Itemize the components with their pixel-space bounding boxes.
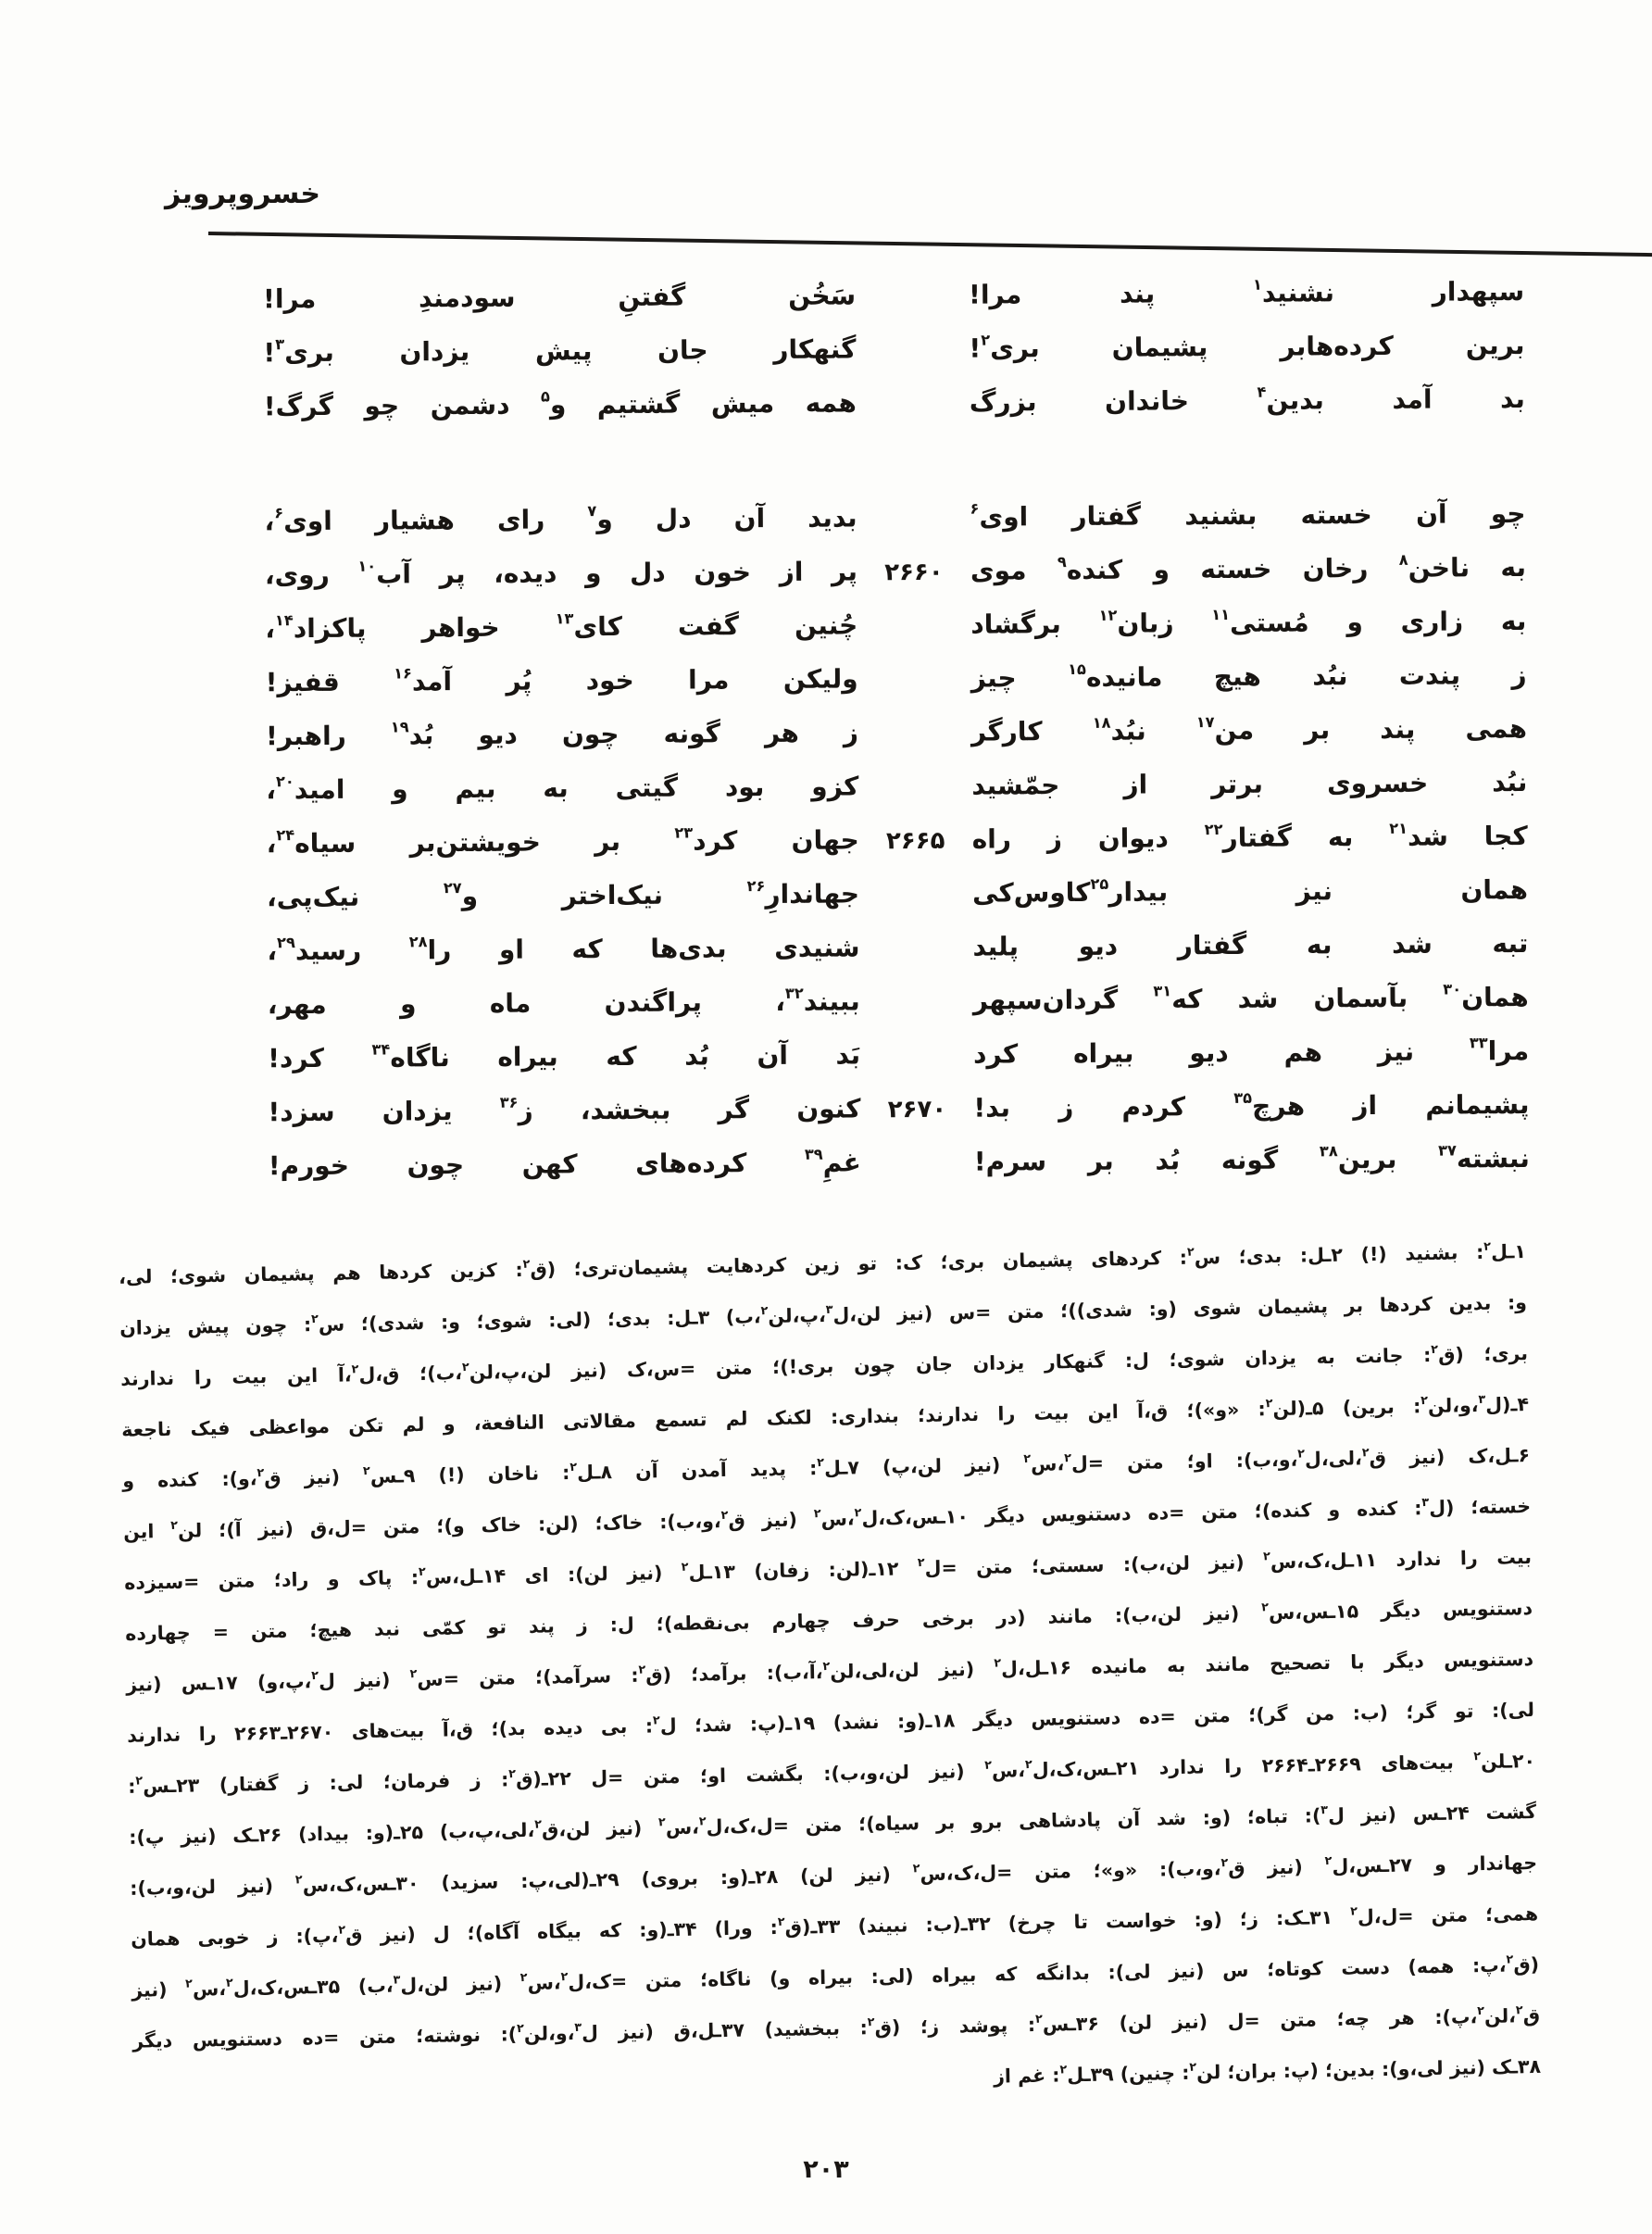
verse-row bbox=[144, 982, 1529, 1044]
verse-number bbox=[858, 795, 971, 796]
apparatus-footnotes bbox=[119, 1226, 1542, 2118]
verse-row bbox=[139, 330, 1524, 392]
verse-number bbox=[858, 687, 971, 688]
footnote-line: خسته؛ (ل$^۳$: کنده و کنده)؛ متن =ده دستنویس دیگر ۱۰ـس،ک،ل$^۲$،س$^۲$ (نیز ق$^۲$،و،ب): خاک؛ (لن: خاک و)؛ متن =ل،ق (نیز آ)؛ لن$^۲$ این bbox=[123, 1494, 1532, 1543]
verse-number: ۲۶۶۵ bbox=[885, 826, 945, 856]
hemistich-right: به زاری و مُستی$^{۱۱}$ زبان$^{۱۲}$ برگشاد bbox=[970, 605, 1527, 640]
verse-row bbox=[144, 1035, 1529, 1098]
hemistich-right: برین کرده‌هابر پشیمان بری$^۲$! bbox=[969, 329, 1525, 364]
hemistich-left: گنهکار جان پیش یزدان بری$^۳$! bbox=[263, 333, 857, 369]
hemistich-right: نبُد خسروی برتر از جمّشید bbox=[971, 766, 1528, 801]
header-rule bbox=[208, 232, 1652, 257]
footnote-line: و: بدین کردها بر پشیمان شوی (و: شدی))؛ متن =س (نیز لن،ل$^۳$،پ،لن$^۲$،ب) ۳ـل: بدی؛ (لی: شوی؛ و: شدی)؛ س$^۲$: چون پیش یزدان bbox=[119, 1291, 1528, 1339]
verse-number bbox=[860, 1063, 973, 1064]
verse-number: ۲۶۶۰ bbox=[884, 558, 944, 587]
hemistich-left: همه میش گشتیم و$^۵$ دشمن چو گرگ! bbox=[263, 387, 857, 422]
verse-row bbox=[140, 383, 1525, 446]
hemistich-left: جهان کرد$^{۲۳}$ بر خویشتن‌بر سیاه$^{۲۴}$، bbox=[266, 823, 859, 860]
hemistich-right: همان$^{۳۰}$ بآسمان شد که$^{۳۱}$ گردان‌سپهر bbox=[972, 980, 1529, 1016]
hemistich-left: چُنین گفت کای$^{۱۳}$ خواهر پاکزاد$^{۱۴}$، bbox=[265, 609, 858, 645]
verse-row bbox=[140, 498, 1525, 560]
page-number: ۲۰۳ bbox=[803, 2155, 849, 2184]
footnote-line: (ق$^۲$،پ: همه) دست کوتاه؛ س (نیز لی): بدانگه که بیراه (لی: بیراه و) ناگاه؛ متن =ک،ل$^۲$،س$^۲$ (نیز لن،ل$^۳$،ب) ۳۵ـس،ک،ل$^۲$،س$^۲$ (نیز bbox=[131, 1952, 1540, 2002]
hemistich-left: سَخُن گفتنِ سودمندِ مرا! bbox=[263, 280, 857, 315]
hemistich-left: شنیدی بدی‌ها که او را$^{۲۸}$ رسید$^{۲۹}$، bbox=[267, 932, 860, 967]
verse-row bbox=[143, 928, 1528, 990]
footnote-line: جهاندار و ۲۷ـس،ل$^۲$ (نیز ق$^۲$،و،ب): «و»؛ متن =ل،ک،س$^۲$ (نیز لن) ۲۸ـ(و: بروی) ۲۹ـ(لی،پ: سزید) ۳۰ـس،ک،س$^۲$ (نیز لن،و،ب): bbox=[130, 1851, 1538, 1900]
verse-row bbox=[141, 606, 1526, 668]
verse-number bbox=[857, 411, 970, 412]
footnote-line: ق$^۲$،لن$^۲$،پ): هر چه؛ متن =ل (نیز لن) ۳۶ـس$^۲$: پوشد ز؛ (ق$^۲$: ببخشید) ۳۷ـل،ق (نیز ل$^۳$،و،لن$^۲$): نوشته؛ متن =ده دستنویس دیگر bbox=[132, 2002, 1541, 2052]
hemistich-right: همان نیز بیدار$^{۲۵}$کاوس‌کی bbox=[971, 873, 1529, 909]
hemistich-right: نبشته$^{۳۷}$ برین$^{۳۸}$ گونه بُد بر سرم! bbox=[973, 1141, 1530, 1177]
verse-number: ۲۶۷۰ bbox=[887, 1095, 947, 1124]
hemistich-left: کنون گر ببخشد، ز$^{۳۶}$ یزدان سزد! bbox=[268, 1093, 861, 1128]
verse-row bbox=[144, 1143, 1530, 1205]
verse-row bbox=[142, 767, 1527, 829]
verse-row bbox=[141, 552, 1526, 614]
footnote-line: لی): تو گر؛ (ب: من گر)؛ متن =ده دستنویس دیگر ۱۸ـ(و: نشد) ۱۹ـ(پ: شد؛ ل$^۲$: بی دیده بد)؛ ق،آ بیت‌های ۲۶۷۰ـ۲۶۶۳ را ندارند bbox=[127, 1698, 1535, 1747]
verse-number bbox=[859, 956, 972, 957]
verse-number bbox=[859, 902, 972, 903]
footnote-line: دستنویس دیگر با تصحیح مانند به مانیده ۱۶ـل،ل$^۲$ (نیز لن،لی،لن$^۲$،آ،ب): برآمد؛ (ق$^۲$: سرآمد)؛ متن =س$^۲$ (نیز ل$^۲$،پ،و) ۱۷ـس (نیز bbox=[126, 1648, 1534, 1696]
page-title: خسروپرویز bbox=[165, 178, 320, 210]
poem bbox=[139, 276, 1530, 1205]
hemistich-left: بَد آن بُد که بیراه ناگاه$^{۳۴}$ کرد! bbox=[268, 1039, 861, 1074]
hemistich-right: بد آمد بدین$^۴$ خاندان بزرگ bbox=[969, 383, 1525, 418]
verse-row bbox=[142, 659, 1527, 722]
footnote-line: ۳۸ـک (نیز لی،و): بدین؛ (پ: بران؛ لن$^۲$: چنین) ۳۹ـل$^۲$: غم از bbox=[993, 2054, 1542, 2088]
verse-number bbox=[857, 526, 970, 527]
hemistich-left: پر از خون دل و دیده، پر آب$^{۱۰}$ روی، bbox=[264, 556, 858, 591]
hemistich-left: کزو بود گیتی به بیم و امید$^{۲۰}$، bbox=[266, 771, 859, 806]
hemistich-right: چو آن خسته بشنید گفتار اوی$^۶$ bbox=[970, 497, 1526, 533]
hemistich-left: ولیکن مرا خود پُر آمد$^{۱۶}$ قفیز! bbox=[265, 663, 858, 698]
verse-row bbox=[143, 821, 1528, 883]
verse-number bbox=[858, 741, 971, 742]
hemistich-left: ببیند$^{۳۲}$، پراگندن ماه و مهر، bbox=[267, 985, 860, 1021]
hemistich-right: پشیمانم از هرچ$^{۳۵}$ کردم ز بد! bbox=[973, 1088, 1530, 1123]
footnote-line: همی؛ متن =ل،ل$^۲$ ۳۱ـک: ز؛ (و: خواست تا چرخ) ۳۲ـ(ب: نبیند) ۳۳ـ(ق$^۲$: ورا) ۳۴ـ(و: که بیگاه آگاه)؛ ل (نیز ق$^۲$،پ): ز خوبی همان bbox=[131, 1901, 1539, 1951]
footnote-line: ۶ـل،ک (نیز ق$^۲$،لی،ل$^۲$،و،ب): او؛ متن =ل$^۲$،س$^۲$ (نیز لن،پ) ۷ـل$^۲$: پدید آمدن آن ۸ـل$^۲$: ناخان (!) ۹ـس$^۲$ (نیز ق$^۲$،و): کنده و bbox=[121, 1444, 1531, 1492]
footnote-line: ۴ـ(ل$^۳$،و،لن$^۲$: برین) ۵ـ(لن$^۲$: «و»)؛ ق،آ این بیت را ندارند؛ بنداری: لکنک لم تسمع مقالاتی النافعة، و لم تکن مواعظی فیک ناجعة bbox=[120, 1391, 1530, 1441]
hemistich-right: مرا$^{۳۳}$ نیز هم دیو بیراه کرد bbox=[973, 1034, 1530, 1070]
verse-row bbox=[142, 713, 1527, 775]
footnote-line: بیت را ندارد ۱۱ـل،ک،س$^۲$ (نیز لن،ب): سستی؛ متن =ل$^۲$ ۱۲ـ(لن: زفان) ۱۳ـل$^۲$ (نیز لن): ای ۱۴ـل،س$^۲$: پاک و راد؛ متن =سیزده bbox=[124, 1546, 1533, 1594]
footnote-line: گشت ۲۴ـس (نیز ل$^۳$): تباه؛ (و: شد آن پادشاهی برو بر سیاه)؛ متن =ل،ک،ل$^۲$،س$^۲$ (نیز لن،ق$^۲$،لی،پ،ب) ۲۵ـ(و: بیداد) ۲۶ـک (نیز پ): bbox=[129, 1800, 1537, 1849]
verse-number bbox=[856, 304, 969, 305]
hemistich-right: تبه شد به گفتار دیو پلید bbox=[972, 927, 1529, 962]
footnote-line: ۱ـل$^۲$: بشنید (!) ۲ـل: بدی؛ س$^۲$: کردهای پشیمان بری؛ ک: تو زین کردهایت پشیمان‌تری؛ (ق$^۲$: کزین کردها هم پشیمان شوی؛ لی، bbox=[118, 1238, 1527, 1288]
hemistich-left: ز هر گونه چون دیو بُد$^{۱۹}$ راهبر! bbox=[265, 717, 859, 752]
verse-row bbox=[139, 276, 1524, 338]
hemistich-left: غمِ$^{۳۹}$ کرده‌های کهن چون خورم! bbox=[268, 1145, 861, 1182]
verse-row bbox=[143, 874, 1528, 936]
hemistich-right: سپهدار نشنید$^۱$ پند مرا! bbox=[969, 275, 1525, 310]
hemistich-left: جهاندارِ$^{۲۶}$ نیک‌اختر و$^{۲۷}$ نیک‌پی، bbox=[266, 877, 860, 913]
hemistich-right: کجا شد$^{۲۱}$ به گفتار$^{۲۲}$ دیوان ز راه bbox=[971, 820, 1528, 855]
hemistich-right: ز پندت نبُد هیچ مانیده$^{۱۵}$ چیز bbox=[970, 659, 1527, 694]
hemistich-left: بدید آن دل و$^۷$ رای هشیار اوی$^۶$، bbox=[264, 502, 857, 537]
hemistich-right: به ناخن$^۸$ رخان خسته و کنده$^۹$ موی bbox=[970, 551, 1527, 586]
verse-number bbox=[861, 1171, 974, 1172]
hemistich-right: همی پند بر من$^{۱۷}$ نبُد$^{۱۸}$ کارگر bbox=[970, 712, 1528, 747]
footnote-line: ۲۰ـلن$^۲$ بیت‌های ۲۶۶۹ـ۲۶۶۴ را ندارد ۲۱ـس،ک،ل$^۲$،س$^۲$ (نیز لن،و،ب): بگشت او؛ متن =ل ۲۲ـ(ق$^۲$: ز فرمان؛ لی: ز گفتار) ۲۳ـس$^۲$: bbox=[128, 1748, 1536, 1798]
footnote-line: بری؛ (ق$^۲$: جانت به یزدان شوی؛ ل: گنهکار یزدان جان چون بری!)؛ متن =س،ک (نیز لن،پ،لن$^۲$،ب)؛ ق،ل$^۲$،آ این بیت را ندارند bbox=[119, 1341, 1529, 1390]
footnote-line: دستنویس دیگر ۱۵ـس،س$^۲$ (نیز لن،ب): مانند (در برخی حرف چهارم بی‌نقطه)؛ ل: ز پند تو کمّی نبد هیچ؛ متن = چهارده bbox=[125, 1597, 1533, 1645]
